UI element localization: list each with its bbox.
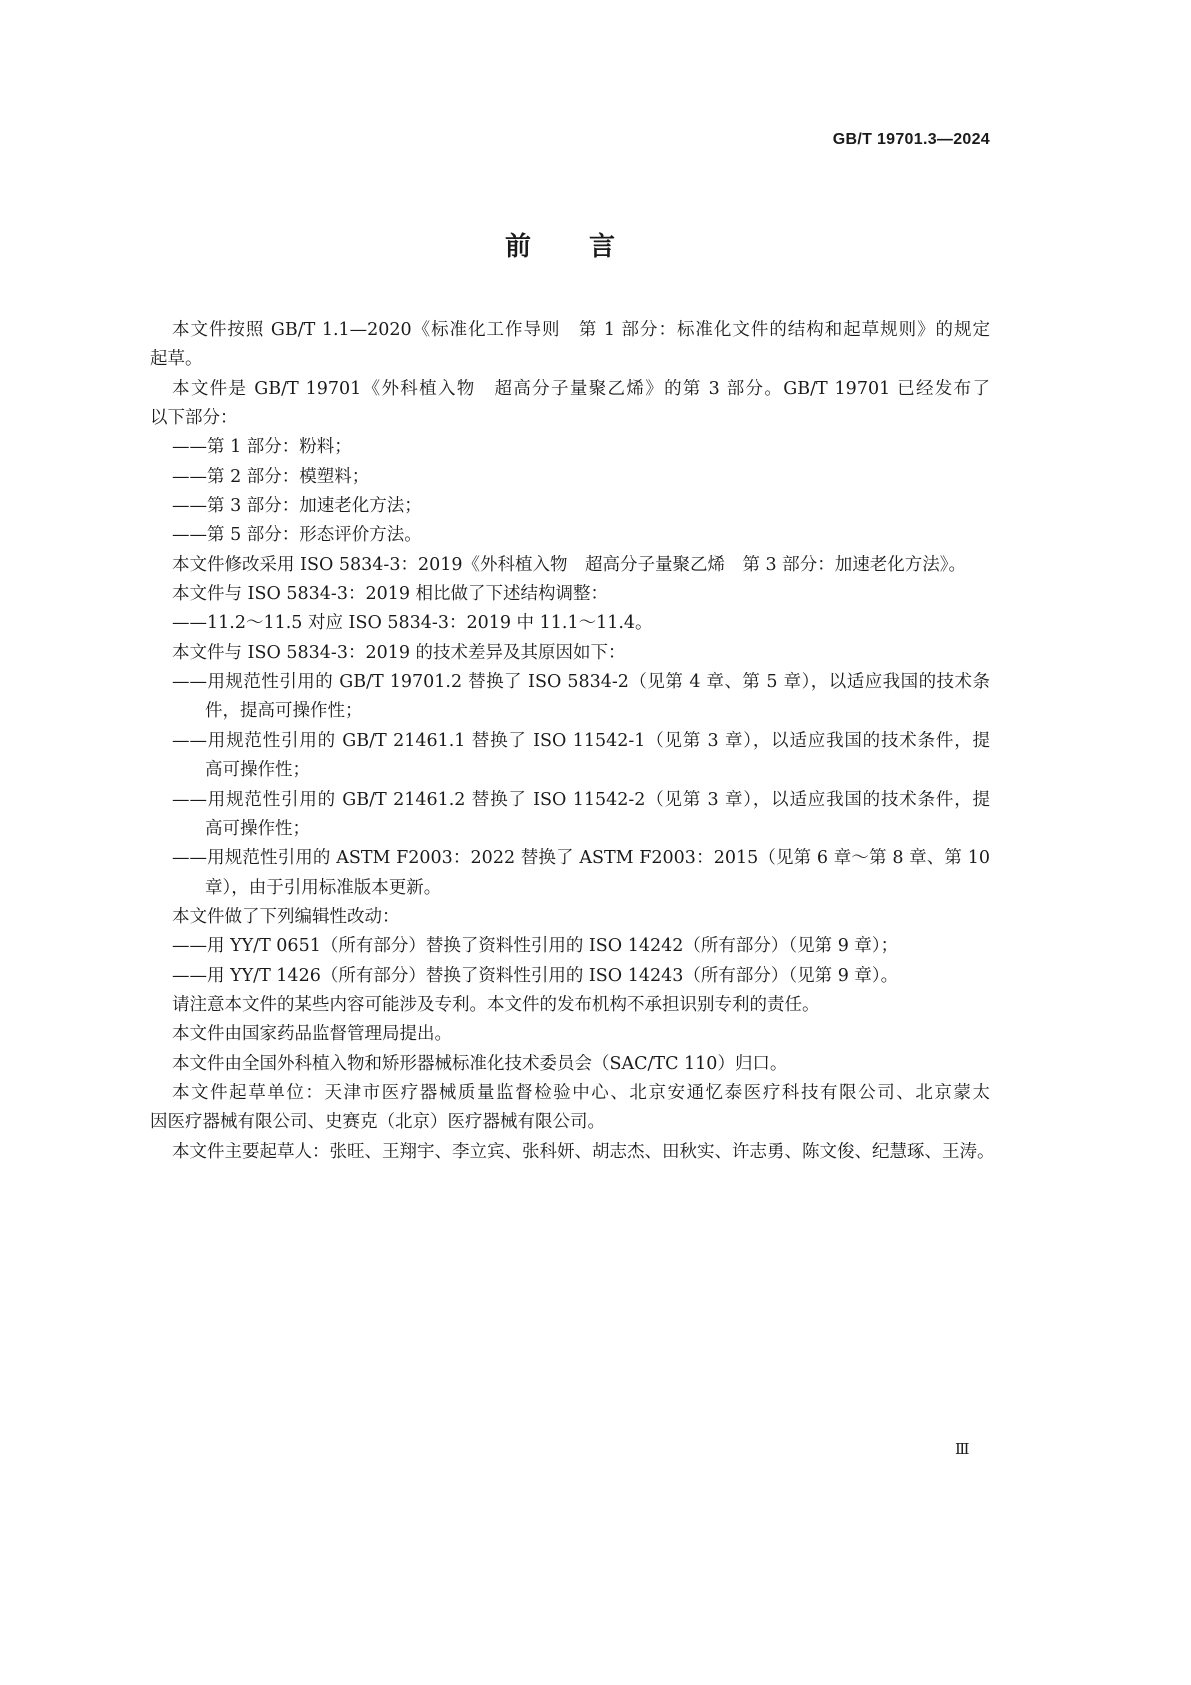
paragraph — [150, 551, 990, 580]
list-item — [150, 668, 990, 727]
page-title: 前 言 — [504, 232, 617, 262]
text-line: 高可操作性； — [205, 818, 310, 839]
paragraph — [150, 375, 990, 434]
text-line: ——用规范性引用的 GB/T 19701.2 替换了 ISO 5834-2（见第 4 章、第 5 章），以适应我国的技术条 — [172, 672, 990, 693]
text-line: 本文件与 ISO 5834-3：2019 的技术差异及其原因如下： — [172, 642, 626, 663]
text-line: 件，提高可操作性； — [205, 701, 363, 722]
paragraph — [150, 1138, 995, 1167]
text-line: ——用规范性引用的 GB/T 21461.2 替换了 ISO 11542-2（见第 3 章），以适应我国的技术条件，提 — [172, 789, 990, 810]
list-item — [150, 492, 990, 521]
paragraph — [150, 580, 990, 609]
document-body — [150, 316, 995, 1167]
paragraph — [150, 991, 990, 1020]
text-line: 本文件做了下列编辑性改动： — [172, 906, 400, 927]
paragraph — [150, 1079, 990, 1138]
text-line: 本文件起草单位：天津市医疗器械质量监督检验中心、北京安通忆泰医疗科技有限公司、北京蒙太 — [172, 1082, 990, 1103]
text-line: ——第 3 部分：加速老化方法； — [172, 496, 422, 517]
text-line: 本文件修改采用 ISO 5834-3：2019《外科植入物 超高分子量聚乙烯 第 3 部分：加速老化方法》。 — [172, 554, 966, 575]
text-line: 本文件按照 GB/T 1.1—2020《标准化工作导则 第 1 部分：标准化文件的结构和起草规则》的规定 — [172, 320, 990, 340]
text-line: 章），由于引用标准版本更新。 — [205, 877, 442, 898]
text-line: 以下部分： — [150, 408, 238, 429]
list-item — [150, 609, 990, 638]
text-line: ——11.2～11.5 对应 ISO 5834-3：2019 中 11.1～11.4。 — [172, 613, 653, 634]
list-item — [150, 962, 990, 991]
paragraph — [150, 639, 990, 668]
list-item — [150, 786, 990, 845]
page-number: Ⅲ — [955, 1440, 970, 1458]
list-item — [150, 463, 990, 492]
paragraph — [150, 316, 990, 375]
list-item — [150, 844, 990, 903]
text-line: 本文件是 GB/T 19701《外科植入物 超高分子量聚乙烯》的第 3 部分。GB/T 19701 已经发布了 — [172, 378, 990, 399]
text-line: ——第 1 部分：粉料； — [172, 437, 352, 458]
text-line: ——用 YY/T 0651（所有部分）替换了资料性引用的 ISO 14242（所有部分）（见第 9 章）； — [172, 936, 899, 957]
text-line: 起草。 — [150, 349, 203, 370]
text-line: 高可操作性； — [205, 760, 310, 781]
text-line: 本文件与 ISO 5834-3：2019 相比做了下述结构调整： — [172, 584, 609, 605]
standard-number-header: GB/T 19701.3—2024 — [832, 131, 990, 148]
text-line: ——用规范性引用的 GB/T 21461.1 替换了 ISO 11542-1（见第 3 章），以适应我国的技术条件，提 — [172, 730, 990, 751]
text-line: 本文件由全国外科植入物和矫形器械标准化技术委员会（SAC/TC 110）归口。 — [172, 1053, 788, 1074]
paragraph — [150, 1050, 990, 1079]
list-item — [150, 433, 990, 462]
list-item — [150, 932, 990, 961]
list-item — [150, 521, 990, 550]
text-line: ——第 2 部分：模塑料； — [172, 466, 370, 487]
text-line: ——第 5 部分：形态评价方法。 — [172, 525, 422, 546]
text-line: 本文件主要起草人：张旺、王翔宇、李立宾、张科妍、胡志杰、田秋实、许志勇、陈文俊、纪慧琢、王涛。 — [172, 1141, 995, 1162]
text-line: 因医疗器械有限公司、史赛克（北京）医疗器械有限公司。 — [150, 1112, 605, 1133]
list-item — [150, 727, 990, 786]
text-line: 请注意本文件的某些内容可能涉及专利。本文件的发布机构不承担识别专利的责任。 — [172, 994, 820, 1015]
text-line: 本文件由国家药品监督管理局提出。 — [172, 1024, 452, 1045]
paragraph — [150, 1020, 990, 1049]
text-line: ——用规范性引用的 ASTM F2003：2022 替换了 ASTM F2003：2015（见第 6 章～第 8 章、第 10 — [172, 848, 990, 869]
text-line: ——用 YY/T 1426（所有部分）替换了资料性引用的 ISO 14243（所有部分）（见第 9 章）。 — [172, 965, 899, 986]
paragraph — [150, 903, 990, 932]
